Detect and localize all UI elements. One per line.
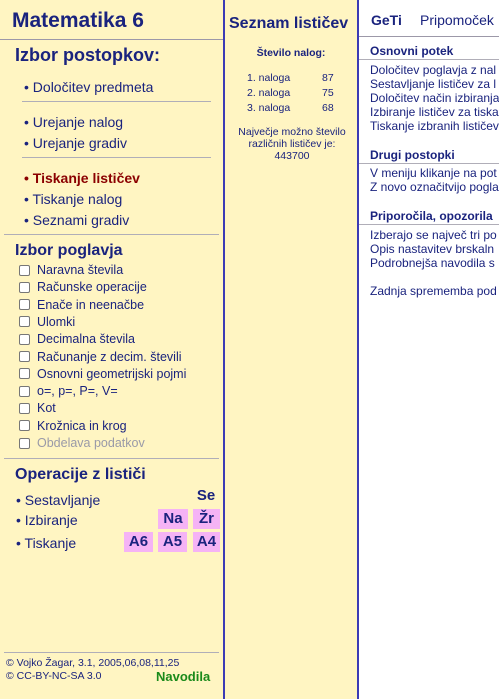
chapter-checkbox xyxy=(19,438,30,449)
info-line: Opis nastavitev brskaln xyxy=(370,242,495,256)
max-value: 443700 xyxy=(274,150,310,162)
chapter-checkbox[interactable] xyxy=(19,334,30,345)
app-title: Matematika 6 xyxy=(12,9,144,32)
menu-item-urejanje-gradiv[interactable]: • Urejanje gradiv xyxy=(24,135,127,151)
author-credit: © Vojko Žagar, 3.1, 2005,06,08,11,25 xyxy=(6,657,180,669)
procedures-heading: Izbor postopkov: xyxy=(15,45,160,65)
chapter-label: Decimalna števila xyxy=(37,332,135,347)
tiskanje-a6-button[interactable]: A6 xyxy=(124,532,153,552)
chapter-label: Enače in neenačbe xyxy=(37,297,145,312)
chapter-label: Obdelava podatkov xyxy=(37,436,145,450)
chapter-checkbox[interactable] xyxy=(19,368,30,379)
chapter-checkbox-row[interactable] xyxy=(19,331,135,347)
chapter-checkbox-row[interactable] xyxy=(19,262,123,278)
divider xyxy=(359,59,499,60)
max-note-line-2: različnih lističev je: xyxy=(248,138,336,150)
chapter-checkbox-row[interactable] xyxy=(19,297,144,313)
license-text: © CC-BY-NC-SA 3.0 xyxy=(6,670,102,682)
izbiranje-zr-button[interactable]: Žr xyxy=(193,509,220,529)
info-line: Zadnja sprememba pod xyxy=(370,284,497,298)
left-panel xyxy=(0,0,225,699)
chapter-checkbox-row[interactable] xyxy=(19,383,118,399)
right-panel xyxy=(359,0,499,699)
chapters-heading: Izbor poglavja xyxy=(15,242,123,259)
tabbar-divider xyxy=(359,36,499,37)
izbiranje-na-button[interactable]: Na xyxy=(158,509,188,529)
chapter-label: Osnovni geometrijski pojmi xyxy=(37,366,187,381)
chapter-checkbox[interactable] xyxy=(19,282,30,293)
middle-panel xyxy=(225,0,359,699)
menu-item-urejanje-nalog[interactable]: • Urejanje nalog xyxy=(24,114,124,130)
right-tabbar xyxy=(359,0,499,40)
divider xyxy=(4,234,219,235)
chapter-checkbox[interactable] xyxy=(19,351,30,362)
chapter-checkbox-row[interactable] xyxy=(19,418,127,434)
chapter-checkbox-row[interactable] xyxy=(19,400,56,416)
info-line: Določitev način izbiranja xyxy=(370,91,499,105)
count-label: Število nalog: xyxy=(256,47,326,59)
chapter-label: Krožnica in krog xyxy=(37,418,127,433)
chapter-checkbox[interactable] xyxy=(19,403,30,414)
naloga-count: 75 xyxy=(322,87,334,99)
chapter-checkbox[interactable] xyxy=(19,265,30,276)
info-line: Tiskanje izbranih lističev xyxy=(370,119,499,133)
op-label-izbiranje: • Izbiranje xyxy=(16,512,78,528)
divider xyxy=(22,101,211,102)
divider xyxy=(4,652,219,653)
info-line: V meniju klikanje na pot xyxy=(370,166,497,180)
menu-item-tiskanje-listicev[interactable]: • Tiskanje lističev xyxy=(24,170,140,186)
chapter-checkbox-row[interactable] xyxy=(19,314,75,330)
divider xyxy=(359,224,499,225)
menu-item-seznami-gradiv[interactable]: • Seznami gradiv xyxy=(24,212,130,228)
divider xyxy=(359,163,499,164)
chapter-label: Ulomki xyxy=(37,314,76,329)
info-line: Izbiranje lističev za tiska xyxy=(370,105,499,119)
chapter-label: o=, p=, P=, V= xyxy=(37,384,118,399)
sestavljanje-button[interactable]: Se xyxy=(196,487,216,504)
tab-pripomocek[interactable]: Pripomoček xyxy=(420,12,494,28)
chapter-checkbox-row[interactable] xyxy=(19,435,145,451)
naloga-count: 87 xyxy=(322,72,334,84)
chapter-checkbox-row[interactable] xyxy=(19,366,186,382)
header-divider xyxy=(0,39,223,40)
listic-list-title: Seznam lističev xyxy=(229,15,349,32)
naloga-count: 68 xyxy=(322,102,334,114)
info-line: Z novo označitvijo pogla xyxy=(370,180,499,194)
operations-heading: Operacije z lističi xyxy=(15,466,146,483)
chapter-label: Kot xyxy=(37,401,56,416)
chapter-checkbox[interactable] xyxy=(19,316,30,327)
chapter-checkbox[interactable] xyxy=(19,420,30,431)
naloga-name: 3. naloga xyxy=(247,102,291,114)
section-heading-drugi-postopki: Drugi postopki xyxy=(370,148,455,162)
help-link[interactable]: Navodila xyxy=(156,669,211,684)
naloga-name: 1. naloga xyxy=(247,72,291,84)
max-combinations-note xyxy=(231,126,353,162)
tiskanje-a4-button[interactable]: A4 xyxy=(193,532,220,552)
chapter-checkbox-row[interactable] xyxy=(19,279,147,295)
info-line: Podrobnejša navodila s xyxy=(370,256,495,270)
tab-geti[interactable]: GeTi xyxy=(371,12,402,28)
divider xyxy=(22,157,211,158)
chapter-label: Računanje z decim. števili xyxy=(37,349,182,364)
chapter-label: Računske operacije xyxy=(37,280,147,295)
chapter-checkbox-row[interactable] xyxy=(19,349,182,365)
naloga-name: 2. naloga xyxy=(247,87,291,99)
op-label-tiskanje: • Tiskanje xyxy=(16,535,77,551)
section-heading-osnovni-potek: Osnovni potek xyxy=(370,44,454,58)
tiskanje-a5-button[interactable]: A5 xyxy=(158,532,187,552)
max-note-line-1: Največje možno število xyxy=(238,126,346,138)
chapter-checkbox[interactable] xyxy=(19,299,30,310)
chapter-label: Naravna števila xyxy=(37,263,124,277)
menu-item-dolocitev-predmeta[interactable]: • Določitev predmeta xyxy=(24,79,154,95)
menu-item-tiskanje-nalog[interactable]: • Tiskanje nalog xyxy=(24,191,123,207)
divider xyxy=(4,458,219,459)
section-heading-priporocila: Priporočila, opozorila xyxy=(370,209,493,223)
chapter-checkbox[interactable] xyxy=(19,386,30,397)
info-line: Sestavljanje lističev za l xyxy=(370,77,497,91)
info-line: Določitev poglavja z nal xyxy=(370,63,497,77)
op-label-sestavljanje: • Sestavljanje xyxy=(16,492,101,508)
info-line: Izberajo se največ tri po xyxy=(370,228,497,242)
